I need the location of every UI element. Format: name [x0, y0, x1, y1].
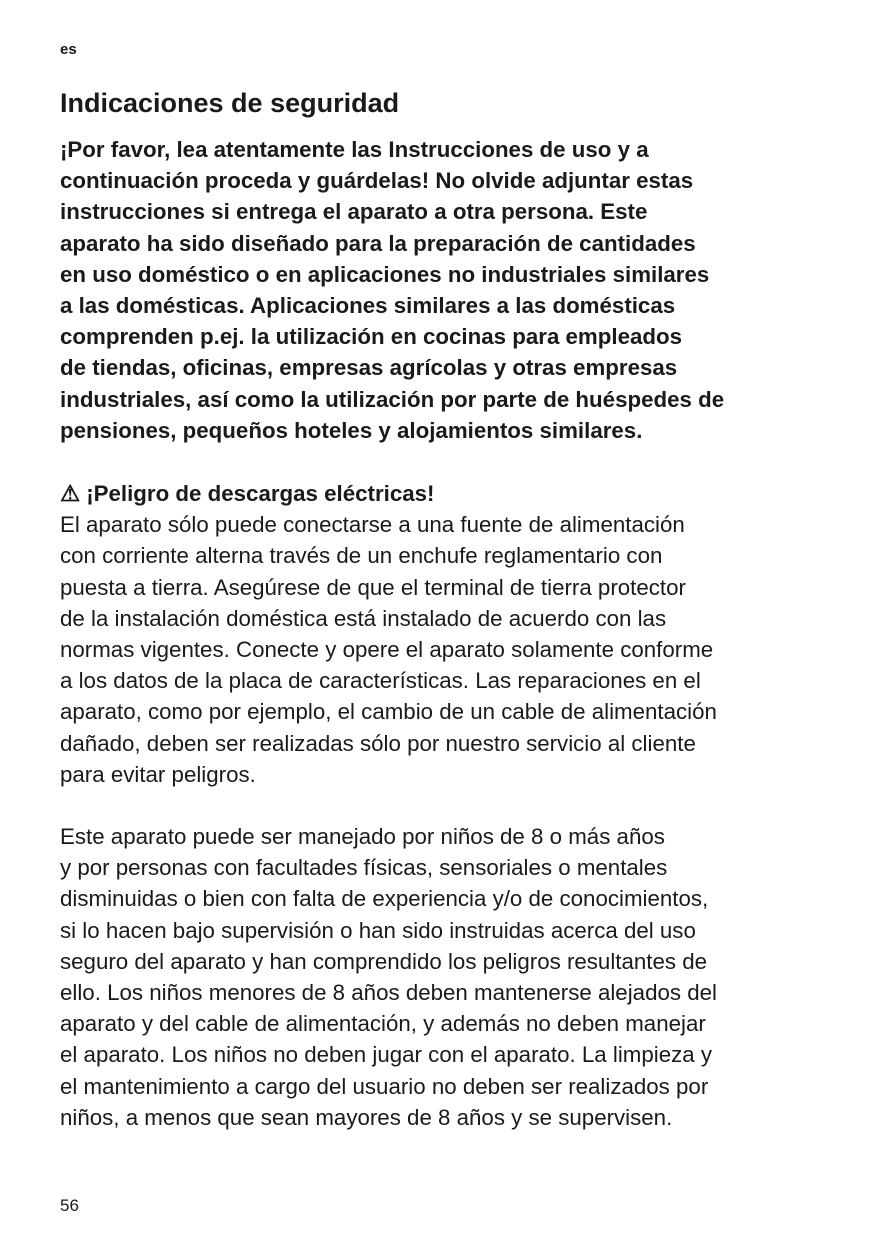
electric-shock-warning [60, 478, 717, 790]
children-line: el mantenimiento a cargo del usuario no deben ser realizados por [60, 1073, 709, 1099]
page-number: 56 [60, 1196, 79, 1215]
intro-line: de tiendas, oficinas, empresas agrícolas y otras empresas [60, 355, 678, 381]
warning-line: dañado, deben ser realizadas sólo por nuestro servicio al cliente [60, 730, 696, 756]
children-use-paragraph [60, 821, 717, 1133]
children-line: y por personas con facultades físicas, sensoriales o mentales [60, 855, 668, 881]
warning-line: con corriente alterna través de un enchufe reglamentario con [60, 543, 663, 569]
children-line: seguro del aparato y han comprendido los peligros resultantes de [60, 948, 708, 974]
children-line: el aparato. Los niños no deben jugar con el aparato. La limpieza y [60, 1042, 712, 1068]
warning-triangle-icon: ⚠ [60, 481, 80, 506]
intro-line: en uso doméstico o en aplicaciones no industriales similares [60, 261, 710, 287]
warning-line: de la instalación doméstica está instalado de acuerdo con las [60, 605, 667, 631]
intro-line: pensiones, pequeños hoteles y alojamientos similares. [60, 417, 643, 443]
intro-line: industriales, así como la utilización por parte de huéspedes de [60, 386, 725, 412]
warning-line: normas vigentes. Conecte y opere el aparato solamente conforme [60, 637, 714, 663]
children-line: si lo hacen bajo supervisión o han sido instruidas acerca del uso [60, 917, 696, 943]
children-line: ello. Los niños menores de 8 años deben mantenerse alejados del [60, 980, 717, 1006]
intro-line: continuación proceda y guárdelas! No olvide adjuntar estas [60, 168, 694, 194]
warning-line: a los datos de la placa de características. Las reparaciones en el [60, 668, 701, 694]
warning-line: puesta a tierra. Asegúrese de que el terminal de tierra protector [60, 574, 686, 600]
intro-line: aparato ha sido diseñado para la preparación de cantidades [60, 230, 696, 256]
warning-line: El aparato sólo puede conectarse a una fuente de alimentación [60, 512, 685, 538]
intro-paragraph [60, 134, 724, 446]
children-line: Este aparato puede ser manejado por niños de 8 o más años [60, 824, 665, 849]
children-line: disminuidas o bien con falta de experiencia y/o de conocimientos, [60, 886, 709, 912]
intro-line: ¡Por favor, lea atentamente las Instrucciones de uso y a [60, 137, 649, 162]
warning-heading-text: ¡Peligro de descargas eléctricas! [86, 481, 435, 506]
intro-line: comprenden p.ej. la utilización en cocinas para empleados [60, 324, 683, 350]
warning-line: aparato, como por ejemplo, el cambio de un cable de alimentación [60, 699, 717, 725]
intro-line: a las domésticas. Aplicaciones similares a las domésticas [60, 293, 676, 319]
children-line: aparato y del cable de alimentación, y además no deben manejar [60, 1011, 706, 1037]
page-title: Indicaciones de seguridad [60, 88, 400, 118]
warning-line: para evitar peligros. [60, 761, 256, 787]
intro-line: instrucciones si entrega el aparato a otra persona. Este [60, 199, 648, 225]
warning-heading [60, 478, 717, 509]
language-code: es [60, 41, 77, 58]
children-line: niños, a menos que sean mayores de 8 años y se supervisen. [60, 1104, 673, 1130]
